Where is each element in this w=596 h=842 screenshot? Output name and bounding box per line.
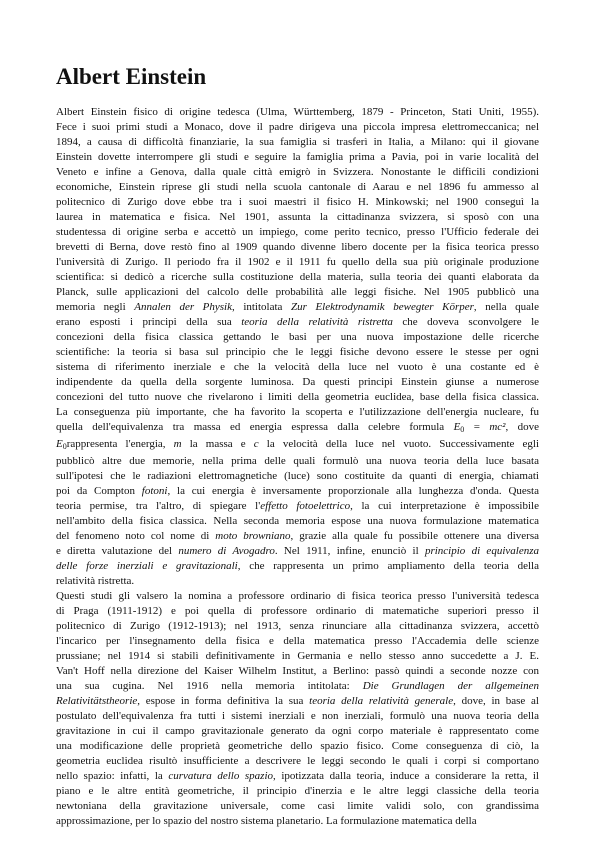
text-line bbox=[56, 120, 539, 135]
text-run: brevetti di Berna, dove restò fino al 1909 quando divenne libero docente per la fisica teorica presso bbox=[56, 241, 539, 254]
text-run: newtoniana della gravitazione universale, come casi limite validi solo, con grandissima bbox=[56, 800, 539, 813]
italic-text: c bbox=[253, 438, 259, 451]
italic-text: m bbox=[173, 438, 182, 451]
text-run: prussiane; nel 1914 si stabilì definitivamente in Germania e nello stesso anno succedette a J. E. bbox=[56, 650, 539, 663]
text-run: La conseguenza più importante, che ha favorito la scoperta e l'utilizzazione dell'energia nucleare, fu bbox=[56, 406, 539, 419]
subscript-text: 0 bbox=[460, 425, 465, 435]
text-run: di Praga (1911-1912) e poi quella di professore ordinario di matematiche superiori presso il bbox=[56, 605, 539, 618]
text-run: sull'ipotesi che le radiazioni elettromagnetiche (luce) sono costituite da quanti di energia, chiamati bbox=[56, 470, 539, 483]
text-line bbox=[56, 330, 539, 345]
text-run: la massa e bbox=[181, 438, 254, 451]
text-run: approssimazione, per lo spazio del nostro sistema planetario. La formulazione matematica della bbox=[56, 815, 477, 828]
text-run: l'incarico per l'insegnamento della fisica e della matematica presso l'Accademia delle scienze bbox=[56, 635, 539, 648]
italic-text: Die Grundlagen der allgemeinen bbox=[362, 680, 539, 693]
text-run: concezioni della fisica classica gettando le basi per una nuova impostazione delle ricerche bbox=[56, 331, 539, 344]
text-line bbox=[56, 814, 539, 829]
text-line bbox=[56, 634, 539, 649]
subscript-text: 0 bbox=[62, 442, 67, 452]
text-line bbox=[56, 754, 539, 769]
text-run: indipendente da quella della sorgente luminosa. Da questi principi Einstein giunse a numerose bbox=[56, 376, 539, 389]
text-run: , nella quale bbox=[473, 301, 539, 314]
text-line bbox=[56, 679, 539, 694]
text-line bbox=[56, 405, 539, 420]
text-line bbox=[56, 150, 539, 165]
text-line bbox=[56, 165, 539, 180]
text-run: , ipotizzata dalla teoria, induce a considerare la retta, il bbox=[273, 770, 539, 783]
text-line bbox=[56, 210, 539, 225]
text-run: nello spazio: infatti, la bbox=[56, 770, 169, 783]
text-line bbox=[56, 514, 539, 529]
italic-text: curvatura dello spazio bbox=[168, 770, 273, 783]
text-run: una modificazione delle proprietà geometriche dello spazio fisico. Come conseguenza di ciò, la bbox=[56, 740, 539, 753]
text-run: , espose in forma definitiva la sua bbox=[137, 695, 310, 708]
text-line bbox=[56, 135, 539, 150]
text-line bbox=[56, 544, 539, 559]
italic-text: E bbox=[453, 421, 461, 434]
text-run: , la cui energia è inversamente proporzionale alla lunghezza d'onda. Questa bbox=[167, 485, 539, 498]
text-line bbox=[56, 784, 539, 799]
text-line bbox=[56, 390, 539, 405]
text-run: , intitolata bbox=[232, 301, 291, 314]
text-run: teoria permise, tra l'altro, di spiegare l' bbox=[56, 500, 261, 513]
italic-text: principio di equivalenza bbox=[424, 545, 539, 558]
italic-text: mc² bbox=[489, 421, 506, 434]
text-run: Van't Hoff nella direzione del Kaiser Wilhelm Institut, a Berlino: passò quindi a seconde nozze con bbox=[56, 665, 539, 678]
text-line bbox=[56, 709, 539, 724]
text-run: scientifiche: la teoria si basa sul principio che le leggi fisiche devono essere le stesse per ogni bbox=[56, 346, 539, 359]
text-run: relatività ristretta. bbox=[56, 575, 135, 588]
text-run: Albert Einstein fisico di origine tedesca (Ulma, Württemberg, 1879 - Princeton, Stati Uniti, 1955). bbox=[56, 106, 539, 119]
text-line bbox=[56, 454, 539, 469]
text-line bbox=[56, 694, 539, 709]
text-line bbox=[56, 469, 539, 484]
italic-text: Annalen der Physik bbox=[134, 301, 232, 314]
text-run: quella dell'equivalenza tra massa ed energia espressa dalla celebre formula bbox=[56, 421, 454, 434]
text-run: Fece i suoi primi studi a Monaco, dove il padre dirigeva una piccola impresa elettromeccanica; nel bbox=[56, 121, 539, 134]
text-run: l'università di Zurigo. Il periodo fra il 1902 e il 1911 fu quello della sua più originale produzione bbox=[56, 256, 539, 269]
text-line bbox=[56, 315, 539, 330]
text-run: sistema di riferimento inerziale e che la velocità della luce nel vuoto è una costante ed è bbox=[56, 361, 539, 374]
text-run: Veneto e infine a Genova, dalla quale città emigrò in Svizzera. Nonostante le difficili condizioni bbox=[56, 166, 539, 179]
text-run: , grazie alla quale fu possibile ottenere una diversa bbox=[290, 530, 539, 543]
text-line bbox=[56, 240, 539, 255]
text-run: = bbox=[464, 421, 490, 434]
italic-text: delle forze inerziali e gravitazionali bbox=[56, 560, 238, 573]
italic-text: Relativitätstheorie bbox=[56, 695, 138, 708]
text-run: gravitazione in cui il campo gravitazionale generato da ogni corpo materiale è rappresentato come bbox=[56, 725, 539, 738]
text-line bbox=[56, 270, 539, 285]
text-line bbox=[56, 225, 539, 240]
text-line bbox=[56, 529, 539, 544]
text-line bbox=[56, 724, 539, 739]
text-line bbox=[56, 739, 539, 754]
text-line bbox=[56, 619, 539, 634]
text-line bbox=[56, 437, 539, 454]
text-line bbox=[56, 345, 539, 360]
text-run: del fenomeno noto col nome di bbox=[56, 530, 216, 543]
text-line bbox=[56, 574, 539, 589]
text-line bbox=[56, 375, 539, 390]
document-page bbox=[56, 64, 539, 829]
text-run: Einstein dovette interrompere gli studi e seguire la famiglia prima a Pavia, poi in varie località del bbox=[56, 151, 539, 164]
text-line bbox=[56, 420, 539, 437]
text-line bbox=[56, 484, 539, 499]
text-run: erano esposti i principi della sua bbox=[56, 316, 242, 329]
document-body bbox=[56, 105, 539, 829]
text-line bbox=[56, 649, 539, 664]
text-run: Planck, sulle applicazioni del calcolo delle probabilità alle leggi fisiche. Nel 1905 pubblicò una bbox=[56, 286, 539, 299]
text-run: memoria negli bbox=[56, 301, 135, 314]
text-run: , dove bbox=[505, 421, 539, 434]
italic-text: E bbox=[56, 438, 63, 451]
italic-text: Zur Elektrodynamik bewegter Körper bbox=[290, 301, 474, 314]
italic-text: teoria della relatività ristretta bbox=[241, 316, 393, 329]
text-line bbox=[56, 105, 539, 120]
text-line bbox=[56, 604, 539, 619]
text-run: e diretta valutazione del bbox=[56, 545, 179, 558]
italic-text: teoria della relatività generale bbox=[309, 695, 454, 708]
text-run: Questi studi gli valsero la nomina a professore ordinario di fisica teorica presso l'università tedesca bbox=[56, 590, 539, 603]
text-line bbox=[56, 195, 539, 210]
text-line bbox=[56, 180, 539, 195]
text-line bbox=[56, 300, 539, 315]
text-run: , dove, in base al bbox=[453, 695, 539, 708]
italic-text: numero di Avogadro bbox=[178, 545, 275, 558]
text-line bbox=[56, 559, 539, 574]
text-run: nell'ambito della fisica classica. Nella seconda memoria espose una nuova formulazione matematica bbox=[56, 515, 539, 528]
italic-text: moto browniano bbox=[215, 530, 291, 543]
text-line bbox=[56, 589, 539, 604]
text-run: postulato dell'equivalenza fra tutti i sistemi inerziali e non inerziali, formulò una nuova teoria della bbox=[56, 710, 539, 723]
text-run: una sua cugina. Nel 1916 nella memoria intitolata: bbox=[56, 680, 363, 693]
text-run: la velocità della luce nel vuoto. Successivamente egli bbox=[258, 438, 540, 451]
text-line bbox=[56, 799, 539, 814]
text-run: concezioni del tutto nuove che rivelarono i limiti della geometria euclidea, base della fisica classica. bbox=[56, 391, 539, 404]
text-line bbox=[56, 769, 539, 784]
text-run: politecnico di Zurigo (1912-1913); nel 1913, senza rinunciare alla cittadinanza svizzera, accettò bbox=[56, 620, 539, 633]
paragraph bbox=[56, 105, 539, 589]
text-run: , la cui interpretazione è impossibile bbox=[350, 500, 539, 513]
text-line bbox=[56, 285, 539, 300]
text-run: economiche, Einstein riprese gli studi nella scuola cantonale di Aarau e nel 1896 fu ammesso al bbox=[56, 181, 539, 194]
text-run: . Nel 1911, infine, enunciò il bbox=[274, 545, 425, 558]
text-run: pubblicò altre due memorie, nella prima delle quali formulò una nuova teoria della luce basata bbox=[56, 455, 539, 468]
text-run: laurea in matematica e fisica. Nel 1901, assunta la cittadinanza svizzera, si sposò con una bbox=[56, 211, 539, 224]
text-run: scientifica: si dedicò a ricerche sulla costituzione della materia, sulla teoria dei quanti elaborata da bbox=[56, 271, 539, 284]
text-line bbox=[56, 255, 539, 270]
text-run: poi da Compton bbox=[56, 485, 142, 498]
text-run: studentessa di origine serba e accettò un impiego, come perito tecnico, presso l'Ufficio federale dei bbox=[56, 226, 539, 239]
text-run: rappresenta l'energia, bbox=[66, 438, 174, 451]
paragraph bbox=[56, 589, 539, 829]
italic-text: fotoni bbox=[141, 485, 168, 498]
document-title: Albert Einstein bbox=[56, 64, 207, 89]
text-run: politecnico di Zurigo dove ebbe tra i suoi maestri il fisico H. Minkowski; nel 1900 conseguì la bbox=[56, 196, 539, 209]
italic-text: effetto fotoelettrico bbox=[260, 500, 351, 513]
text-run: geometria euclidea risultò insufficiente a descrivere le leggi secondo le quali i corpi si comportano bbox=[56, 755, 539, 768]
text-run: , che rappresenta un primo ampliamento della teoria della bbox=[237, 560, 539, 573]
text-line bbox=[56, 499, 539, 514]
text-line bbox=[56, 664, 539, 679]
text-run: piano e le altre entità geometriche, il principio d'inerzia e le altre leggi classiche della teoria bbox=[56, 785, 539, 798]
text-run: che doveva sconvolgere le bbox=[392, 316, 540, 329]
text-line bbox=[56, 360, 539, 375]
text-run: 1894, a causa di difficoltà finanziarie, la sua famiglia si trasferì in Italia, a Milano: qui il giovane bbox=[56, 136, 539, 149]
